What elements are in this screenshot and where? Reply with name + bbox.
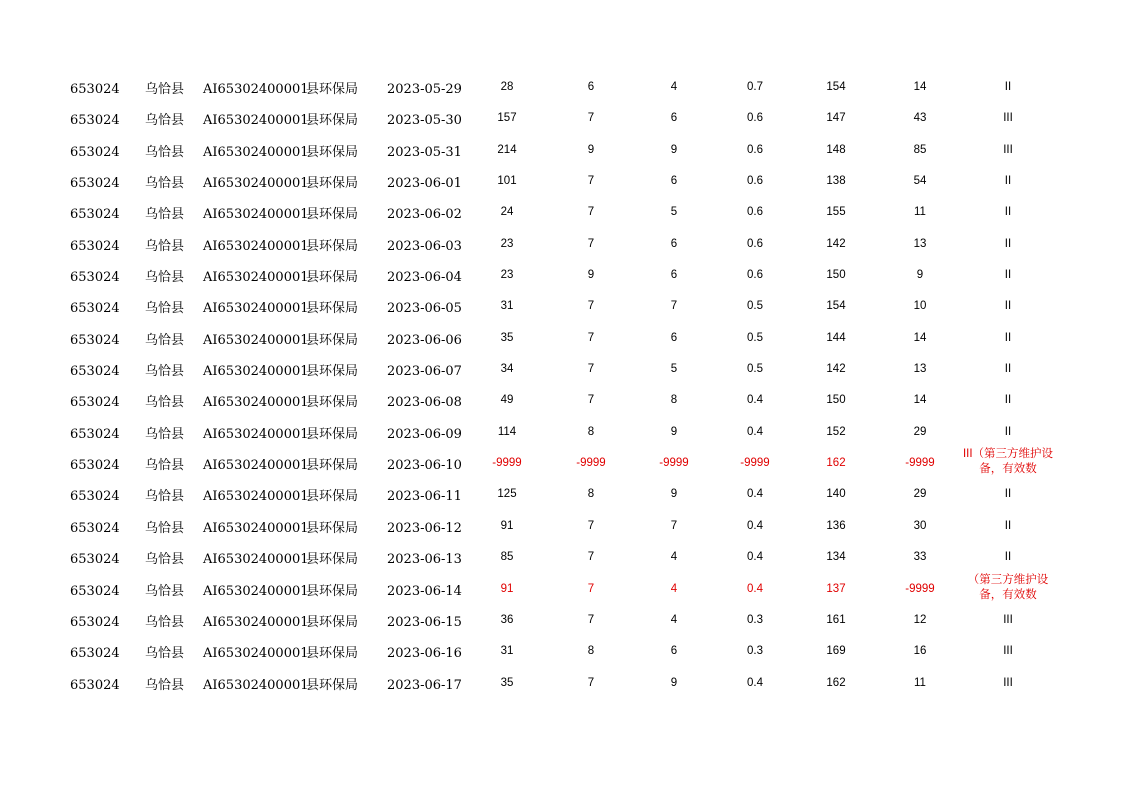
- cell-station-id: AI65302400001: [203, 395, 309, 411]
- cell-value-3: 9: [670, 676, 678, 689]
- cell-region-code: 653024: [70, 458, 120, 474]
- cell-station-name: 县环保局: [306, 646, 359, 662]
- table-row: [0, 385, 1122, 416]
- cell-county: 乌恰县: [145, 270, 185, 286]
- cell-region-code: 653024: [70, 552, 120, 568]
- cell-value-6: 12: [913, 613, 927, 626]
- cell-value-5: 142: [826, 363, 846, 376]
- cell-date: 2023-06-01: [387, 176, 462, 192]
- cell-region-code: 653024: [70, 520, 120, 536]
- cell-date: 2023-06-12: [387, 520, 462, 536]
- cell-station-id: AI65302400001: [203, 82, 309, 97]
- cell-county: 乌恰县: [145, 426, 185, 442]
- cell-station-name: 县环保局: [306, 207, 359, 223]
- cell-value-1: 91: [500, 582, 514, 595]
- cell-value-5: 137: [826, 582, 846, 595]
- table-row: [0, 479, 1122, 510]
- cell-region-code: 653024: [70, 113, 120, 129]
- cell-grade: III: [1003, 143, 1013, 156]
- cell-value-2: 7: [587, 676, 595, 689]
- cell-county: 乌恰县: [145, 301, 185, 317]
- cell-grade: II: [1004, 425, 1012, 438]
- table-row: [0, 542, 1122, 573]
- cell-value-4: 0.4: [747, 425, 763, 438]
- cell-value-1: 125: [497, 488, 517, 501]
- cell-value-6: 14: [913, 394, 927, 407]
- cell-value-3: 6: [670, 112, 678, 125]
- cell-station-id: AI65302400001: [203, 489, 309, 505]
- cell-value-5: 150: [826, 394, 846, 407]
- cell-value-3: 6: [670, 331, 678, 344]
- cell-value-5: 142: [826, 237, 846, 250]
- cell-value-4: 0.6: [747, 237, 763, 250]
- cell-value-3: 4: [670, 551, 678, 564]
- cell-value-4: 0.6: [747, 112, 763, 125]
- cell-value-6: 14: [913, 81, 927, 93]
- table-row: [0, 605, 1122, 636]
- cell-value-2: 7: [587, 331, 595, 344]
- cell-value-2: 8: [587, 488, 595, 501]
- table-row: [0, 166, 1122, 197]
- cell-value-1: 28: [500, 81, 514, 93]
- cell-value-1: 36: [500, 613, 514, 626]
- cell-station-id: AI65302400001: [203, 176, 309, 192]
- cell-value-6: -9999: [905, 582, 935, 595]
- cell-county: 乌恰县: [145, 614, 185, 630]
- cell-county: 乌恰县: [145, 583, 185, 599]
- cell-region-code: 653024: [70, 332, 120, 348]
- table-row: [0, 354, 1122, 385]
- cell-date: 2023-05-30: [387, 113, 462, 129]
- table-row: [0, 197, 1122, 228]
- table-row: [0, 636, 1122, 667]
- cell-county: 乌恰县: [145, 646, 185, 662]
- cell-region-code: 653024: [70, 614, 120, 630]
- cell-station-name: 县环保局: [306, 552, 359, 568]
- cell-station-name: 县环保局: [306, 395, 359, 411]
- cell-value-4: 0.4: [747, 519, 763, 532]
- cell-value-3: 9: [670, 425, 678, 438]
- cell-value-5: 162: [826, 676, 846, 689]
- cell-value-5: 154: [826, 300, 846, 313]
- cell-value-3: 9: [670, 143, 678, 156]
- cell-county: 乌恰县: [145, 176, 185, 192]
- cell-value-1: 24: [500, 206, 514, 219]
- cell-value-2: 7: [587, 582, 595, 595]
- cell-value-6: 33: [913, 551, 927, 564]
- cell-value-5: 152: [826, 425, 846, 438]
- cell-grade: III（第三方维护设备，有效数: [962, 448, 1054, 476]
- cell-station-id: AI65302400001: [203, 583, 309, 599]
- cell-value-6: 11: [914, 206, 926, 219]
- cell-date: 2023-06-14: [387, 583, 462, 599]
- data-table: [0, 72, 1122, 699]
- cell-station-name: 县环保局: [306, 489, 359, 505]
- cell-value-5: 147: [826, 112, 846, 125]
- cell-value-4: 0.6: [747, 175, 763, 188]
- table-row: [0, 448, 1122, 479]
- cell-value-4: 0.3: [747, 645, 763, 658]
- cell-county: 乌恰县: [145, 489, 185, 505]
- cell-station-name: 县环保局: [306, 82, 359, 97]
- cell-grade: II: [1004, 394, 1012, 407]
- table-row: [0, 574, 1122, 605]
- cell-value-6: 29: [913, 425, 927, 438]
- cell-grade: （第三方维护设备，有效数: [967, 573, 1049, 601]
- cell-value-5: 140: [826, 488, 846, 501]
- cell-county: 乌恰县: [145, 552, 185, 568]
- cell-station-id: AI65302400001: [203, 301, 309, 317]
- cell-region-code: 653024: [70, 207, 120, 223]
- cell-value-4: 0.4: [747, 394, 763, 407]
- cell-station-name: 县环保局: [306, 270, 359, 286]
- cell-value-4: -9999: [740, 457, 770, 470]
- cell-region-code: 653024: [70, 301, 120, 317]
- cell-date: 2023-06-15: [387, 614, 462, 630]
- cell-grade: II: [1004, 269, 1012, 282]
- cell-county: 乌恰县: [145, 458, 185, 474]
- table-row: [0, 323, 1122, 354]
- cell-value-6: -9999: [905, 457, 935, 470]
- cell-station-id: AI65302400001: [203, 426, 309, 442]
- cell-value-6: 13: [913, 363, 927, 376]
- cell-value-1: 31: [500, 645, 514, 658]
- table-row: [0, 668, 1122, 699]
- cell-value-1: 23: [500, 237, 514, 250]
- table-row: [0, 72, 1122, 103]
- cell-station-name: 县环保局: [306, 426, 359, 442]
- cell-value-1: 214: [497, 143, 517, 156]
- cell-value-4: 0.6: [747, 206, 763, 219]
- cell-county: 乌恰县: [145, 238, 185, 254]
- cell-value-1: 23: [500, 269, 514, 282]
- cell-station-id: AI65302400001: [203, 552, 309, 568]
- cell-date: 2023-05-29: [387, 82, 462, 97]
- cell-station-name: 县环保局: [306, 583, 359, 599]
- cell-value-6: 14: [913, 331, 927, 344]
- cell-grade: II: [1004, 175, 1012, 188]
- cell-station-id: AI65302400001: [203, 458, 309, 474]
- cell-value-3: 5: [670, 363, 678, 376]
- cell-value-4: 0.5: [747, 300, 763, 313]
- cell-value-1: 101: [497, 175, 517, 188]
- cell-value-4: 0.7: [747, 81, 763, 93]
- cell-date: 2023-05-31: [387, 144, 462, 160]
- cell-value-4: 0.4: [747, 551, 763, 564]
- cell-value-2: 7: [587, 551, 595, 564]
- cell-value-3: 9: [670, 488, 678, 501]
- cell-value-5: 148: [826, 143, 846, 156]
- cell-value-2: 6: [587, 81, 595, 93]
- cell-grade: II: [1004, 331, 1012, 344]
- cell-grade: II: [1004, 519, 1012, 532]
- cell-value-6: 16: [913, 645, 927, 658]
- cell-value-2: 7: [587, 206, 595, 219]
- cell-date: 2023-06-06: [387, 332, 462, 348]
- cell-station-id: AI65302400001: [203, 677, 309, 693]
- cell-region-code: 653024: [70, 395, 120, 411]
- cell-value-2: 7: [587, 175, 595, 188]
- cell-date: 2023-06-13: [387, 552, 462, 568]
- cell-station-id: AI65302400001: [203, 144, 309, 160]
- cell-county: 乌恰县: [145, 82, 185, 97]
- table-row: [0, 511, 1122, 542]
- cell-station-id: AI65302400001: [203, 646, 309, 662]
- cell-station-id: AI65302400001: [203, 614, 309, 630]
- cell-date: 2023-06-10: [387, 458, 462, 474]
- cell-region-code: 653024: [70, 176, 120, 192]
- cell-date: 2023-06-16: [387, 646, 462, 662]
- cell-value-5: 134: [826, 551, 846, 564]
- cell-value-6: 54: [913, 175, 927, 188]
- cell-region-code: 653024: [70, 82, 120, 97]
- cell-grade: III: [1003, 613, 1013, 626]
- cell-value-6: 29: [913, 488, 927, 501]
- cell-grade: II: [1004, 237, 1012, 250]
- cell-date: 2023-06-05: [387, 301, 462, 317]
- cell-value-3: 4: [670, 613, 678, 626]
- cell-region-code: 653024: [70, 144, 120, 160]
- cell-date: 2023-06-04: [387, 270, 462, 286]
- cell-value-5: 162: [826, 457, 846, 470]
- cell-date: 2023-06-17: [387, 677, 462, 693]
- cell-region-code: 653024: [70, 238, 120, 254]
- cell-value-6: 30: [913, 519, 927, 532]
- cell-value-6: 13: [913, 237, 927, 250]
- cell-station-name: 县环保局: [306, 144, 359, 160]
- cell-value-5: 144: [826, 331, 846, 344]
- cell-value-5: 138: [826, 175, 846, 188]
- cell-station-name: 县环保局: [306, 301, 359, 317]
- table-row: [0, 229, 1122, 260]
- cell-value-2: 9: [587, 143, 595, 156]
- cell-station-name: 县环保局: [306, 176, 359, 192]
- cell-value-1: 114: [497, 425, 517, 438]
- cell-value-4: 0.6: [747, 269, 763, 282]
- cell-region-code: 653024: [70, 270, 120, 286]
- cell-county: 乌恰县: [145, 113, 185, 129]
- cell-station-name: 县环保局: [306, 458, 359, 474]
- cell-value-4: 0.4: [747, 488, 763, 501]
- cell-value-3: 6: [670, 269, 678, 282]
- cell-grade: II: [1004, 81, 1012, 93]
- cell-date: 2023-06-09: [387, 426, 462, 442]
- cell-grade: III: [1003, 112, 1013, 125]
- cell-value-5: 169: [826, 645, 846, 658]
- cell-value-1: 91: [500, 519, 514, 532]
- cell-date: 2023-06-03: [387, 238, 462, 254]
- cell-value-1: 157: [497, 112, 517, 125]
- cell-region-code: 653024: [70, 426, 120, 442]
- cell-station-id: AI65302400001: [203, 113, 309, 129]
- cell-value-1: 85: [500, 551, 514, 564]
- cell-value-3: 7: [670, 300, 678, 313]
- cell-value-5: 136: [826, 519, 846, 532]
- cell-value-2: 7: [587, 394, 595, 407]
- cell-station-name: 县环保局: [306, 238, 359, 254]
- cell-region-code: 653024: [70, 646, 120, 662]
- cell-value-5: 155: [826, 206, 846, 219]
- cell-value-5: 154: [826, 81, 846, 93]
- cell-value-4: 0.3: [747, 613, 763, 626]
- cell-grade: II: [1004, 300, 1012, 313]
- cell-station-name: 县环保局: [306, 364, 359, 380]
- cell-region-code: 653024: [70, 364, 120, 380]
- cell-station-name: 县环保局: [306, 520, 359, 536]
- cell-value-1: 49: [500, 394, 514, 407]
- table-row: [0, 103, 1122, 134]
- cell-value-1: 34: [500, 363, 514, 376]
- cell-county: 乌恰县: [145, 332, 185, 348]
- table-row: [0, 417, 1122, 448]
- cell-value-4: 0.4: [747, 676, 763, 689]
- cell-value-3: 8: [670, 394, 678, 407]
- cell-region-code: 653024: [70, 489, 120, 505]
- cell-value-2: 7: [587, 112, 595, 125]
- cell-value-3: 7: [670, 519, 678, 532]
- cell-value-5: 161: [826, 613, 846, 626]
- cell-county: 乌恰县: [145, 677, 185, 693]
- cell-value-3: -9999: [659, 457, 689, 470]
- cell-county: 乌恰县: [145, 520, 185, 536]
- cell-date: 2023-06-02: [387, 207, 462, 223]
- cell-region-code: 653024: [70, 677, 120, 693]
- cell-value-2: 8: [587, 425, 595, 438]
- cell-value-1: 35: [500, 676, 514, 689]
- cell-value-2: 7: [587, 363, 595, 376]
- cell-value-2: 9: [587, 269, 595, 282]
- cell-grade: II: [1004, 206, 1012, 219]
- cell-value-2: 7: [587, 519, 595, 532]
- cell-value-3: 6: [670, 175, 678, 188]
- cell-value-5: 150: [826, 269, 846, 282]
- cell-value-6: 43: [913, 112, 927, 125]
- cell-value-3: 4: [670, 81, 678, 93]
- cell-value-6: 85: [913, 143, 927, 156]
- cell-grade: II: [1004, 488, 1012, 501]
- cell-value-3: 6: [670, 237, 678, 250]
- cell-county: 乌恰县: [145, 395, 185, 411]
- cell-value-4: 0.5: [747, 363, 763, 376]
- cell-station-id: AI65302400001: [203, 364, 309, 380]
- cell-value-3: 4: [670, 582, 678, 595]
- cell-value-6: 11: [914, 676, 926, 689]
- cell-value-1: 31: [500, 300, 514, 313]
- cell-grade: II: [1004, 363, 1012, 376]
- cell-value-1: 35: [500, 331, 514, 344]
- cell-value-6: 10: [913, 300, 927, 313]
- cell-value-2: -9999: [576, 457, 606, 470]
- table-row: [0, 291, 1122, 322]
- cell-value-3: 5: [670, 206, 678, 219]
- cell-grade: III: [1003, 645, 1013, 658]
- cell-station-name: 县环保局: [306, 113, 359, 129]
- cell-value-2: 7: [587, 237, 595, 250]
- cell-value-6: 9: [916, 269, 924, 282]
- cell-date: 2023-06-08: [387, 395, 462, 411]
- cell-station-id: AI65302400001: [203, 520, 309, 536]
- cell-grade: III: [1003, 676, 1013, 689]
- cell-date: 2023-06-07: [387, 364, 462, 380]
- cell-value-2: 8: [587, 645, 595, 658]
- cell-value-1: -9999: [492, 457, 522, 470]
- cell-value-4: 0.5: [747, 331, 763, 344]
- table-row: [0, 135, 1122, 166]
- cell-value-2: 7: [587, 300, 595, 313]
- cell-station-id: AI65302400001: [203, 332, 309, 348]
- cell-county: 乌恰县: [145, 144, 185, 160]
- cell-date: 2023-06-11: [387, 489, 462, 505]
- cell-value-2: 7: [587, 613, 595, 626]
- cell-station-name: 县环保局: [306, 614, 359, 630]
- cell-station-id: AI65302400001: [203, 207, 309, 223]
- cell-region-code: 653024: [70, 583, 120, 599]
- cell-station-name: 县环保局: [306, 677, 359, 693]
- cell-county: 乌恰县: [145, 364, 185, 380]
- cell-station-id: AI65302400001: [203, 270, 309, 286]
- cell-county: 乌恰县: [145, 207, 185, 223]
- cell-station-id: AI65302400001: [203, 238, 309, 254]
- cell-grade: II: [1004, 551, 1012, 564]
- table-row: [0, 260, 1122, 291]
- cell-value-4: 0.6: [747, 143, 763, 156]
- cell-value-4: 0.4: [747, 582, 763, 595]
- cell-value-3: 6: [670, 645, 678, 658]
- cell-station-name: 县环保局: [306, 332, 359, 348]
